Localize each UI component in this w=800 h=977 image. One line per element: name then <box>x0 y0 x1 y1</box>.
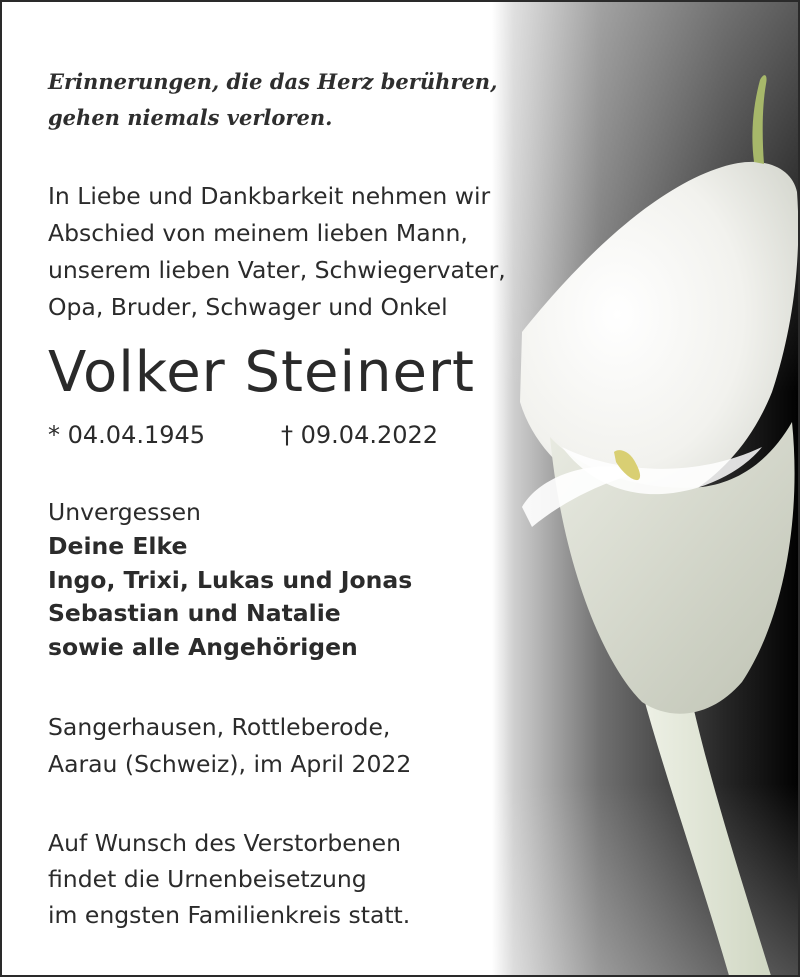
intro-line: In Liebe und Dankbarkeit nehmen wir <box>48 182 491 210</box>
memorial-quote <box>48 64 497 136</box>
mourners-list <box>48 530 412 664</box>
farewell-text <box>48 178 506 326</box>
intro-line: Opa, Bruder, Schwager und Onkel <box>48 293 448 321</box>
life-dates <box>48 418 439 452</box>
intro-line: unserem lieben Vater, Schwiegervater, <box>48 256 506 284</box>
quote-line: gehen niemals verloren. <box>48 105 333 130</box>
mourners-lead: Unvergessen <box>48 498 201 526</box>
burial-note-line: Auf Wunsch des Verstorbenen <box>48 829 402 857</box>
intro-line: Abschied von meinem lieben Mann, <box>48 219 468 247</box>
quote-line: Erinnerungen, die das Herz berühren, <box>48 69 498 94</box>
death-date: † 09.04.2022 <box>281 421 439 449</box>
burial-note <box>48 825 410 933</box>
place-and-date <box>48 709 411 783</box>
mourner-name: Deine Elke <box>48 532 188 560</box>
mourner-name: Ingo, Trixi, Lukas und Jonas <box>48 565 413 594</box>
burial-note-line: findet die Urnenbeisetzung <box>48 865 367 893</box>
mourner-name: sowie alle Angehörigen <box>48 632 358 661</box>
place-line: Sangerhausen, Rottleberode, <box>48 713 391 741</box>
birth-date: * 04.04.1945 <box>48 421 206 449</box>
burial-note-line: im engsten Familienkreis statt. <box>48 901 411 929</box>
mourner-name: Sebastian und Natalie <box>48 599 341 627</box>
deceased-name: Volker Steinert <box>48 340 475 405</box>
place-line: Aarau (Schweiz), im April 2022 <box>48 750 412 778</box>
